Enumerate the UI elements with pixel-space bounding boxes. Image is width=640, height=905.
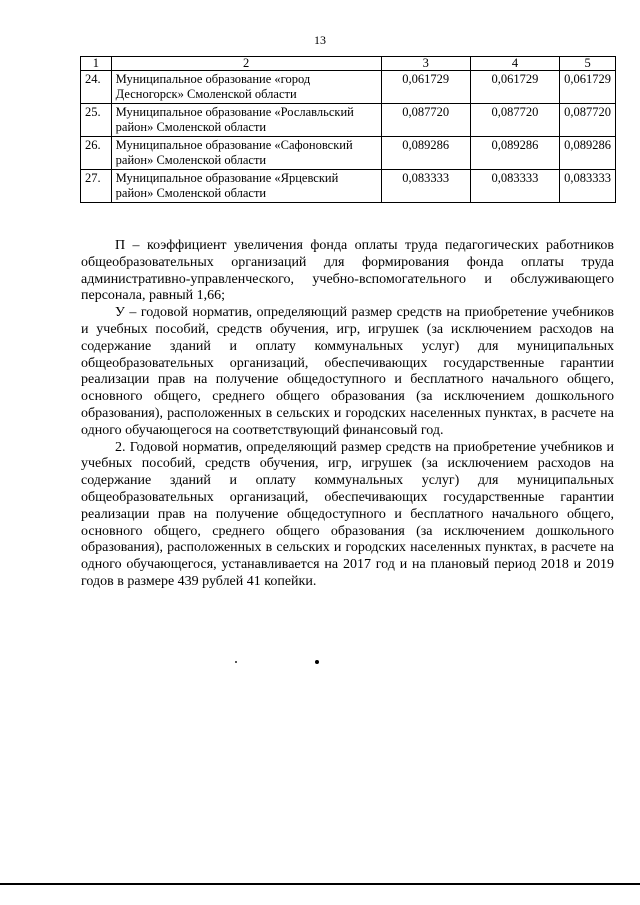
value-col-3: 0,083333 bbox=[381, 170, 470, 203]
municipality-name: Муниципальное образование «Рославльский район» Смоленской области bbox=[111, 104, 381, 137]
scan-speck bbox=[315, 660, 319, 664]
column-header-2: 2 bbox=[111, 57, 381, 71]
coefficients-table bbox=[80, 56, 616, 203]
value-col-4: 0,061729 bbox=[470, 71, 559, 104]
value-col-4: 0,083333 bbox=[470, 170, 559, 203]
scan-speck bbox=[235, 661, 237, 663]
value-col-4: 0,089286 bbox=[470, 137, 559, 170]
table-row bbox=[81, 137, 616, 170]
column-header-4: 4 bbox=[470, 57, 559, 71]
table-header-row bbox=[81, 57, 616, 71]
document-body bbox=[81, 238, 614, 591]
row-number: 26. bbox=[81, 137, 112, 170]
paragraph-item-2: 2. Годовой норматив, определяющий размер средств на приобретение учебников и учебных пособий, средств обучения, игр, игрушек (за исключением расходов на содержание зданий и оплату коммунальных услуг) для муниципальных общеобразовательных организаций, обеспечивающих государственные гарантии реализации прав на получение общедоступного и бесплатного начального общего, основного общего, среднего общего образования (за исключением дошкольного образования), расположенных в сельских и городских населенных пунктах, в расчете на одного обучающегося, устанавливается на 2017 год и на плановый период 2018 и 2019 годов в размере 439 рублей 41 копейки. bbox=[81, 439, 614, 589]
table-row bbox=[81, 104, 616, 137]
row-number: 24. bbox=[81, 71, 112, 104]
value-col-5: 0,083333 bbox=[560, 170, 616, 203]
value-col-3: 0,087720 bbox=[381, 104, 470, 137]
row-number: 27. bbox=[81, 170, 112, 203]
paragraph-coefficient-p: П – коэффициент увеличения фонда оплаты труда педагогических работников общеобразовательных организаций для формирования фонда оплаты труда административно-управленческого, учебно-вспомогательного и обслуживающего персонала, равный 1,66; bbox=[81, 238, 614, 304]
row-number: 25. bbox=[81, 104, 112, 137]
municipality-name: Муниципальное образование «Ярцевский район» Смоленской области bbox=[111, 170, 381, 203]
municipality-name: Муниципальное образование «Сафоновский район» Смоленской области bbox=[111, 137, 381, 170]
column-header-5: 5 bbox=[560, 57, 616, 71]
value-col-4: 0,087720 bbox=[470, 104, 559, 137]
table-row bbox=[81, 71, 616, 104]
page-number: 13 bbox=[314, 33, 326, 47]
bottom-rule bbox=[0, 883, 640, 885]
value-col-3: 0,089286 bbox=[381, 137, 470, 170]
value-col-5: 0,089286 bbox=[560, 137, 616, 170]
table-row bbox=[81, 170, 616, 203]
column-header-3: 3 bbox=[381, 57, 470, 71]
value-col-5: 0,061729 bbox=[560, 71, 616, 104]
value-col-5: 0,087720 bbox=[560, 104, 616, 137]
municipality-name: Муниципальное образование «город Десногорск» Смоленской области bbox=[111, 71, 381, 104]
column-header-1: 1 bbox=[81, 57, 112, 71]
paragraph-norm-u: У – годовой норматив, определяющий размер средств на приобретение учебников и учебных пособий, средств обучения, игр, игрушек (за исключением расходов на содержание зданий и оплату коммунальных услуг) для муниципальных общеобразовательных организаций, обеспечивающих государственные гарантии реализации прав на получение общедоступного и бесплатного начального общего, основного общего, среднего общего образования (за исключением дошкольного образования), расположенных в сельских и городских населенных пунктах, в расчете на одного обучающегося на соответствующий финансовый год. bbox=[81, 305, 614, 438]
value-col-3: 0,061729 bbox=[381, 71, 470, 104]
